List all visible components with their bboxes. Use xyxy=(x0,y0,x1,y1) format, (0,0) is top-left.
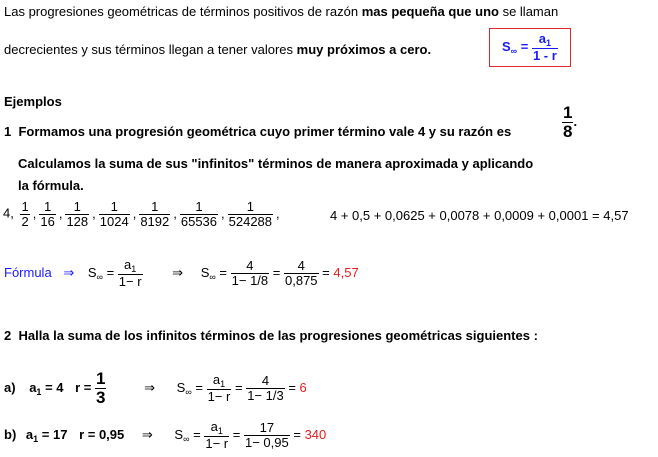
comma: , xyxy=(221,205,225,221)
eq: = xyxy=(272,264,281,280)
first-term: 4 xyxy=(3,205,11,221)
formula-eq: = xyxy=(520,38,529,54)
formula-s: S xyxy=(502,38,511,54)
intro-text: Las progresiones geométricas de términos positivos de razón xyxy=(4,4,359,19)
result: 6 xyxy=(299,379,307,395)
implies-arrow: ⇒ xyxy=(172,264,184,280)
term-num: 1 xyxy=(99,200,130,215)
example-text: Halla la suma de los infinitos términos de las progresiones geométricas siguientes : xyxy=(18,328,538,343)
implies-arrow: ⇒ xyxy=(141,426,153,442)
comma: , xyxy=(132,205,137,221)
a1-value: = 17 xyxy=(41,426,68,442)
example-1-line-3: la fórmula. xyxy=(18,178,84,193)
intro-text: decrecientes y sus términos llegan a tener valores xyxy=(4,42,294,57)
exercise-b xyxy=(4,420,326,451)
ratio-den: 8 xyxy=(563,121,573,141)
term-den: 16 xyxy=(40,213,55,229)
frac-den: 1− 0,95 xyxy=(244,435,289,451)
inf: ∞ xyxy=(209,271,216,282)
eq: = xyxy=(288,379,296,395)
formula-inf: ∞ xyxy=(510,45,518,56)
s: S xyxy=(87,264,97,280)
term-den: 1024 xyxy=(99,213,129,229)
frac-num: 1 xyxy=(96,369,106,388)
term-den: 524288 xyxy=(228,213,273,229)
frac-num: 4 xyxy=(284,259,319,274)
formula-result: 4,57 xyxy=(333,264,359,280)
comma: , xyxy=(58,205,63,221)
comma: , xyxy=(32,205,37,221)
result: 340 xyxy=(304,426,327,442)
example-1-line-1 xyxy=(4,124,511,139)
approx-sum: 4 + 0,5 + 0,0625 + 0,0078 + 0,0009 + 0,0001 = 4,57 xyxy=(330,208,629,223)
eq: = xyxy=(322,264,330,280)
a: a xyxy=(25,426,34,442)
sequence-term xyxy=(139,200,170,228)
implies-arrow: ⇒ xyxy=(144,379,156,395)
formula-s xyxy=(88,265,103,280)
term-num: 1 xyxy=(39,200,55,215)
sequence-term xyxy=(228,200,273,228)
formula-fraction xyxy=(532,32,558,63)
frac-num: 4 xyxy=(231,259,270,274)
intro-text: se llaman xyxy=(502,4,559,19)
intro-bold: mas pequeña que uno xyxy=(361,4,499,19)
ratio-fraction xyxy=(562,104,577,141)
formula-row xyxy=(4,258,359,289)
frac-num: 17 xyxy=(244,421,290,436)
frac-num: a xyxy=(538,31,546,46)
sequence-term xyxy=(99,200,130,228)
ratio-num: 1 xyxy=(563,103,573,122)
example-1-line-2: Calculamos la suma de sus "infinitos" términos de manera aproximada y aplicando xyxy=(18,156,534,171)
frac-den: 1− r xyxy=(207,389,231,405)
a1-value: = 4 xyxy=(45,379,64,395)
eq: = xyxy=(234,379,243,395)
exercise-label: b) xyxy=(4,426,17,442)
term-den: 128 xyxy=(66,213,89,229)
sequence-term xyxy=(180,200,218,228)
value-fraction xyxy=(246,374,285,402)
term-den: 65536 xyxy=(180,213,218,229)
intro-line-2 xyxy=(4,42,431,57)
frac-den: 1− 1/3 xyxy=(247,387,284,403)
comma: , xyxy=(173,205,177,221)
sequence-term xyxy=(20,200,29,228)
intro-bold: muy próximos a cero. xyxy=(296,42,432,57)
section-heading: Ejemplos xyxy=(4,94,62,109)
a-sub: 1 xyxy=(36,386,42,397)
frac-den: 1− 1/8 xyxy=(231,273,269,289)
term-num: 1 xyxy=(180,200,218,215)
formula-label: Fórmula xyxy=(4,264,52,280)
formula-fraction xyxy=(118,258,143,289)
eq: = xyxy=(193,426,201,442)
comma: , xyxy=(92,205,96,221)
sequence-term xyxy=(65,200,89,228)
frac-num-sub: 1 xyxy=(545,38,551,48)
s: S xyxy=(174,426,184,442)
r-label: r = 0,95 xyxy=(79,426,125,442)
intro-line-1 xyxy=(4,4,558,19)
eq: = xyxy=(293,426,301,442)
eq: = xyxy=(219,264,228,280)
inf: ∞ xyxy=(185,386,192,397)
a: a xyxy=(212,371,221,387)
term-den: 8192 xyxy=(140,213,170,229)
exercise-a xyxy=(4,370,307,407)
comma: , xyxy=(10,205,14,221)
term-num: 1 xyxy=(139,200,170,215)
eq: = xyxy=(106,264,115,280)
sum-formula-box xyxy=(489,28,571,67)
a-sub: 1 xyxy=(217,426,223,436)
example-number: 1 xyxy=(4,124,12,139)
example-text: Formamos una progresión geométrica cuyo primer término vale 4 y su razón es xyxy=(18,124,512,139)
eq: = xyxy=(195,379,203,395)
term-num: 1 xyxy=(65,200,89,215)
r-label: r = xyxy=(75,379,92,395)
a: a xyxy=(210,419,218,434)
a-sub: 1 xyxy=(220,378,226,389)
a: a xyxy=(124,257,132,272)
term-num: 1 xyxy=(228,200,273,215)
example-2-line xyxy=(4,328,538,343)
ratio-dot: . xyxy=(573,113,578,129)
frac-num: 4 xyxy=(246,374,285,389)
comma: , xyxy=(276,205,280,221)
frac-den: 1 - r xyxy=(532,48,557,64)
formula-fraction xyxy=(207,373,232,404)
a-sub: 1 xyxy=(33,433,39,444)
fraction-1 xyxy=(231,259,270,287)
frac-den: 1− r xyxy=(118,274,142,290)
s: S xyxy=(200,264,210,280)
value-fraction xyxy=(244,421,290,449)
formula-fraction xyxy=(204,420,229,451)
term-den: 2 xyxy=(21,213,29,229)
fraction-2 xyxy=(284,259,319,287)
sequence-term xyxy=(39,200,55,228)
example-number: 2 xyxy=(4,328,12,343)
s: S xyxy=(176,379,186,395)
frac-den: 1− r xyxy=(205,436,229,452)
inf: ∞ xyxy=(96,271,103,282)
a: a xyxy=(29,379,37,395)
exercise-label: a) xyxy=(4,379,16,395)
implies-arrow: ⇒ xyxy=(63,264,75,280)
r-fraction xyxy=(95,370,106,407)
a-sub: 1 xyxy=(131,264,137,274)
sequence-row xyxy=(3,200,280,228)
frac-den: 0,875 xyxy=(285,273,318,289)
eq: = xyxy=(232,426,241,442)
sequence-terms xyxy=(17,199,280,229)
frac-den: 3 xyxy=(96,387,106,407)
term-num: 1 xyxy=(21,199,29,214)
inf: ∞ xyxy=(183,433,190,444)
